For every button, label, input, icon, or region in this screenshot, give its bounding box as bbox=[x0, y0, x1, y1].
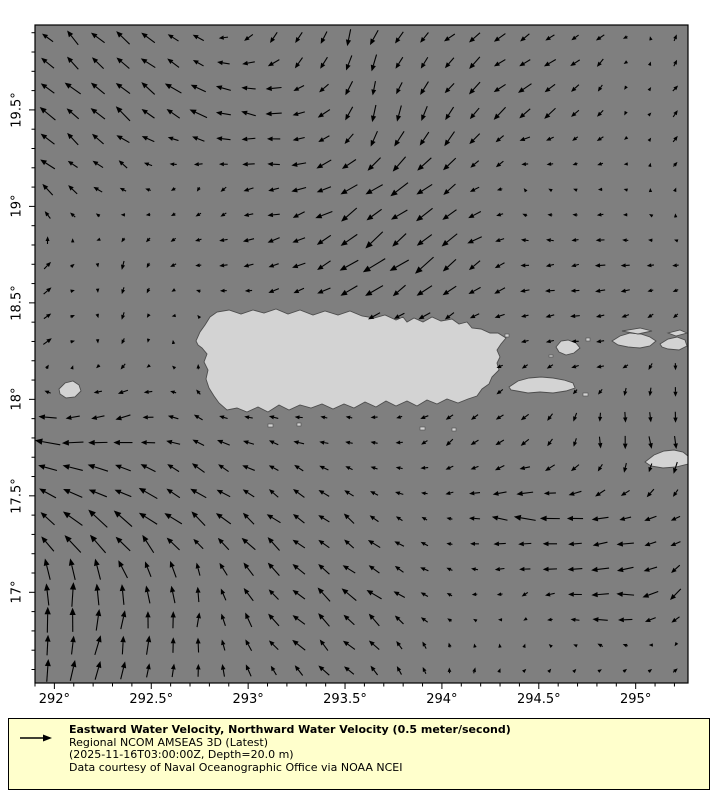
legend-title: Eastward Water Velocity, Northward Water Velocity (0.5 meter/second) bbox=[69, 723, 511, 736]
y-tick-label: 17° bbox=[9, 580, 25, 604]
legend-courtesy-line: Data courtesy of Naval Oceanographic Office via NOAA NCEI bbox=[69, 760, 403, 774]
legend-model-line: Regional NCOM AMSEAS 3D (Latest) bbox=[69, 735, 268, 749]
legend-text-block bbox=[69, 719, 511, 774]
y-tick-label: 18° bbox=[9, 387, 25, 411]
y-tick-label: 19° bbox=[9, 194, 25, 218]
x-tick-label: 292° bbox=[38, 692, 71, 707]
islet bbox=[452, 428, 456, 431]
islet bbox=[586, 338, 590, 341]
x-tick-label: 294° bbox=[426, 692, 458, 707]
y-tick-label: 18.5° bbox=[9, 285, 25, 321]
islet bbox=[297, 423, 301, 426]
x-tick-label: 292.5° bbox=[129, 692, 174, 707]
islet bbox=[268, 424, 273, 427]
islet bbox=[420, 427, 425, 430]
x-tick-label: 295° bbox=[620, 692, 652, 707]
landmass-puerto-rico bbox=[196, 309, 506, 412]
islet bbox=[583, 393, 588, 396]
x-tick-label: 294.5° bbox=[516, 692, 561, 707]
x-tick-label: 293.5° bbox=[323, 692, 367, 707]
x-tick-label: 293° bbox=[232, 692, 264, 707]
y-tick-label: 19.5° bbox=[9, 92, 25, 128]
islet bbox=[549, 355, 553, 357]
legend bbox=[8, 718, 710, 790]
reference-arrow-icon bbox=[9, 719, 69, 747]
y-tick-label: 17.5° bbox=[9, 478, 25, 514]
legend-time-depth-line: (2025-11-16T03:00:00Z, Depth=20.0 m) bbox=[69, 748, 294, 762]
islet bbox=[505, 334, 509, 337]
